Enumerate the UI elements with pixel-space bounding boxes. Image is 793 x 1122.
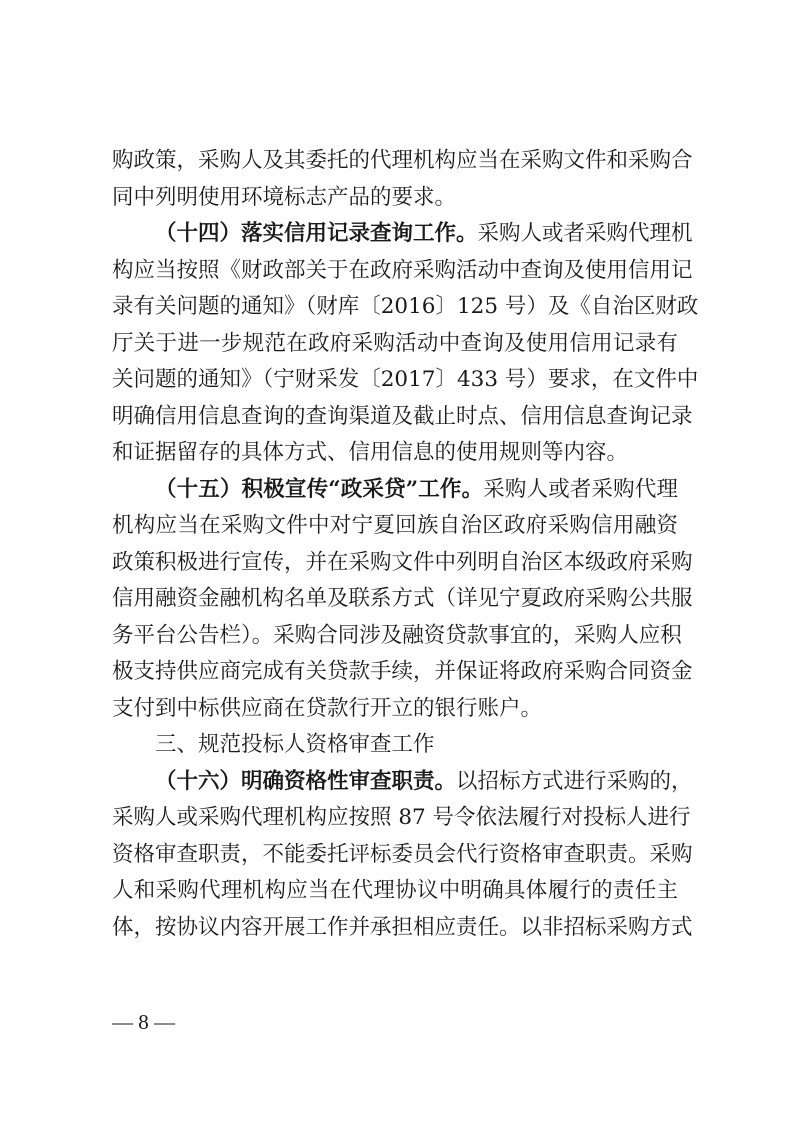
text-line: 极支持供应商完成有关贷款手续，并保证将政府采购合同资金 xyxy=(112,659,693,684)
text-segment: 以招标方式进行采购的， xyxy=(456,768,693,794)
text-line: 政策积极进行宣传，并在采购文件中列明自治区本级政府采购 xyxy=(112,549,693,575)
text-line xyxy=(112,216,693,253)
text-line: 体，按协议内容开展工作并承担相应责任。以非招标采购方式 xyxy=(112,914,693,940)
text-line: 关问题的通知》（宁财采发〔2017〕433 号）要求，在文件中 xyxy=(112,367,699,392)
text-segment: 采购人或者采购代理机 xyxy=(477,221,693,246)
document-body xyxy=(112,143,699,946)
page-number: — 8 — xyxy=(112,1010,175,1034)
text-line xyxy=(112,764,693,801)
text-line: 同中列明使用环境标志产品的要求。 xyxy=(112,184,457,210)
text-line: 信用融资金融机构名单及联系方式（详见宁夏政府采购公共服 xyxy=(112,586,693,611)
section-title xyxy=(112,727,678,764)
paragraph-heading: （十六）明确资格性审查职责。 xyxy=(155,768,457,794)
section-title-text: 三、规范投标人资格审查工作 xyxy=(155,732,435,757)
text-line: 资格审查职责，不能委托评标委员会代行资格审查职责。采购 xyxy=(112,841,693,867)
text-line: 支付到中标供应商在贷款行开立的银行账户。 xyxy=(112,695,543,721)
text-line xyxy=(112,472,678,509)
text-line: 机构应当在采购文件中对宁夏回族自治区政府采购信用融资 xyxy=(112,513,678,538)
paragraph-continuation xyxy=(112,143,693,216)
text-line: 厅关于进一步规范在政府采购活动中查询及使用信用记录有 xyxy=(112,330,678,356)
text-line: 采购人或采购代理机构应按照 87 号令依法履行对投标人进行 xyxy=(112,805,691,830)
text-line: 和证据留存的具体方式、信用信息的使用规则等内容。 xyxy=(112,440,629,465)
text-line: 购政策，采购人及其委托的代理机构应当在采购文件和采购合 xyxy=(112,148,693,173)
text-line: 录有关问题的通知》（财库〔2016〕125 号）及《自治区财政 xyxy=(112,294,699,319)
paragraph-heading: （十四）落实信用记录查询工作。 xyxy=(155,221,478,246)
text-line: 构应当按照《财政部关于在政府采购活动中查询及使用信用记 xyxy=(112,257,693,283)
text-segment: 采购人或者采购代理 xyxy=(483,476,678,502)
paragraph-heading: （十五）积极宣传“政采贷”工作。 xyxy=(155,476,484,502)
paragraph-credit-financing xyxy=(112,472,693,728)
text-line: 人和采购代理机构应当在代理协议中明确具体履行的责任主 xyxy=(112,878,678,903)
text-line: 明确信用信息查询的查询渠道及截止时点、信用信息查询记录 xyxy=(112,403,693,429)
text-line: 务平台公告栏）。采购合同涉及融资贷款事宜的，采购人应积 xyxy=(112,622,682,648)
paragraph-credit-records xyxy=(112,216,699,472)
paragraph-qualification-review xyxy=(112,764,693,947)
